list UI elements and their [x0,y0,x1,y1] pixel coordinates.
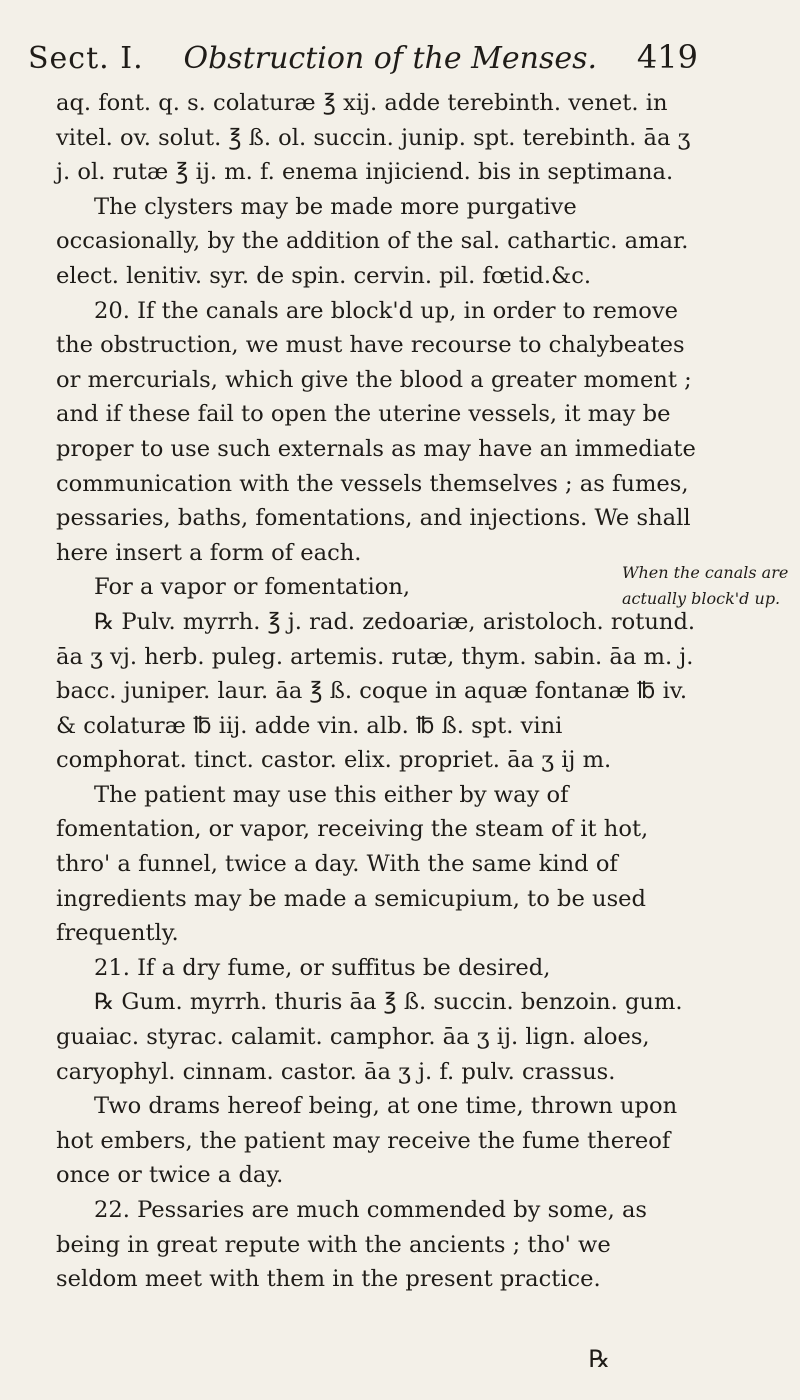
paragraph-22: 22. Pessaries are much commended by some, as being in great repute with the ancients ; tho' we seldom meet with them in the present practice. [56,1197,648,1293]
paragraph-fume-recipe: ℞ Gum. myrrh. thuris āa ℥ ß. succin. benzoin. gum. guaiac. styrac. calamit. camphor. āa ʒ ij. lign. aloes, caryophyl. cinnam. castor. āa ʒ j. f. pulv. crassus. [56,989,683,1085]
margin-note: When the canals are actually block'd up. [622,563,789,608]
running-title: Obstruction of the Menses. [183,41,598,76]
paragraph-vapor-use: The patient may use this either by way of fomentation, or vapor, receiving the steam of it hot, thro' a funnel, twice a day. With the same kind of ingredients may be made a semicupium, to be used frequently. [56,781,649,947]
paragraph-vapor-intro: For a vapor or fomentation, [94,574,411,601]
paragraph-vapor-recipe: ℞ Pulv. myrrh. ℥ j. rad. zedoariæ, aristoloch. rotund. āa ʒ vj. herb. puleg. artemis. rutæ, thym. sabin. āa m. j. bacc. juniper. laur. āa ℥ ß. coque in aquæ fontanæ ℔ iv. & colaturæ ℔ iij. adde vin. alb. ℔ ß. spt. vini comphorat. tinct. castor. elix. propriet. āa ʒ ij m. [56,608,696,774]
paragraph-fume-use: Two drams hereof being, at one time, thrown upon hot embers, the patient may receive the fume thereof once or twice a day. [56,1093,678,1189]
running-header [28,38,698,76]
catchword: ℞ [588,1345,610,1373]
paragraph-recipe-continuation: aq. font. q. s. colaturæ ℥ xij. adde terebinth. venet. in vitel. ov. solut. ℥ ß. ol. succin. junip. spt. terebinth. āa ʒ j. ol. rutæ ℥ ij. m. f. enema injiciend. bis in septimana. [56,90,691,186]
paragraph-21: 21. If a dry fume, or suffitus be desired, [94,954,551,981]
page-number: 419 [636,38,698,76]
paragraph-clysters: The clysters may be made more purgative occasionally, by the addition of the sal. cathartic. amar. elect. lenitiv. syr. de spin. cervin. pil. fœtid.&c. [56,193,689,289]
section-label: Sect. I. [28,41,144,76]
paragraph-20: 20. If the canals are block'd up, in order to remove the obstruction, we must have recourse to chalybeates or mercurials, which give the blood a greater moment ; and if these fail to open the uterine vessels, it may be proper to use such externals as may have an immediate communication with the vessels themselves ; as fumes, pessaries, baths, fomentations, and injections. We shall here insert a form of each. [56,297,696,566]
body-text [56,86,696,1297]
